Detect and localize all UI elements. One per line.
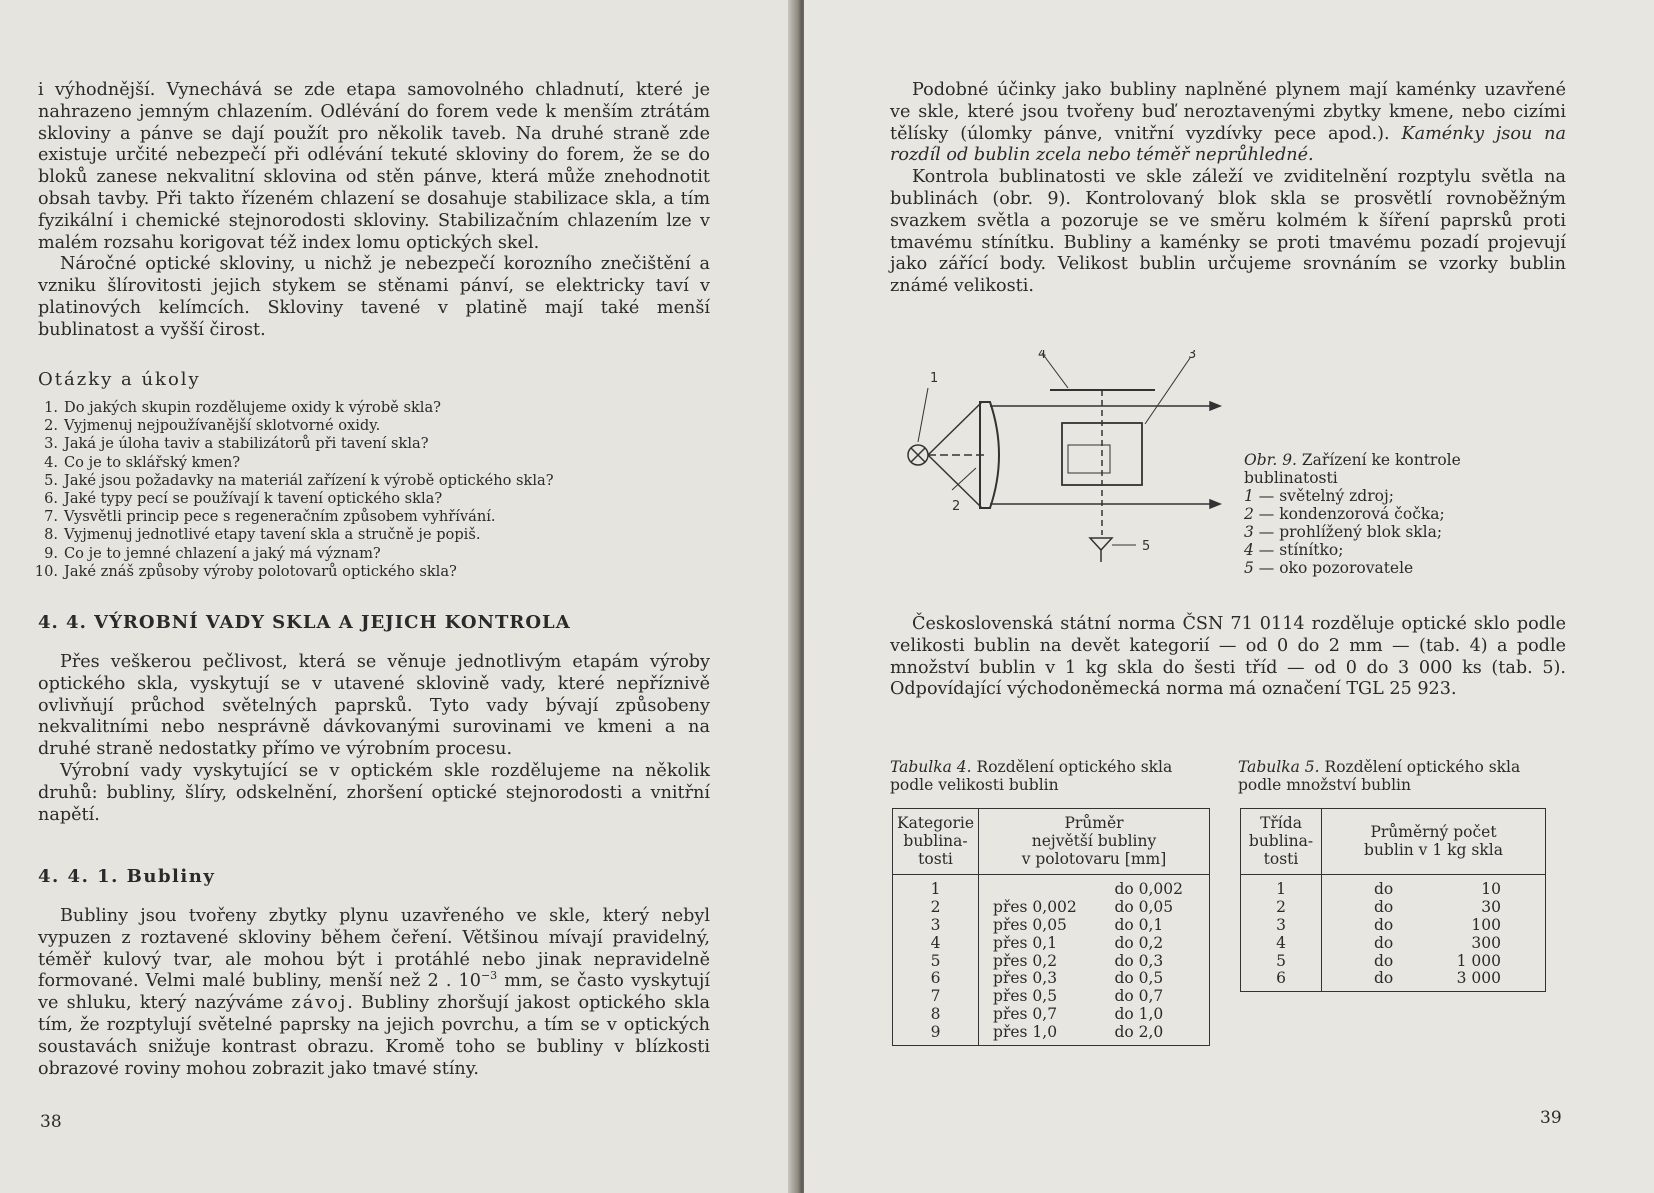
question-text: Do jakých skupin rozdělujeme oxidy k výrobě skla? [64, 399, 441, 416]
do-cell: do [1322, 899, 1423, 917]
caption-number: Obr. 9. [1244, 451, 1297, 469]
header-line: Kategorie [897, 814, 975, 832]
paragraph [38, 906, 710, 1080]
question-item [32, 508, 692, 526]
table5 [1240, 808, 1546, 992]
count-cell: 10 [1422, 875, 1545, 899]
italic-text: Kaménky jsou na rozdíl od bublin zcela nebo téměř neprůhledné. [890, 123, 1566, 166]
header-line: bublina- [903, 831, 968, 850]
from-cell: přes 1,0 [979, 1024, 1109, 1045]
from-cell: přes 0,7 [979, 1006, 1109, 1024]
figure-label: 1 [930, 371, 939, 386]
count-cell: 30 [1422, 899, 1545, 917]
paragraph: Československá státní norma ČSN 71 0114 rozděluje optické sklo podle velikosti bublin na devět kategorií — od 0 do 2 mm — (tab. 4) a podle množství bublin v 1 kg skla do šesti tříd — od 0 do 3 000 ks (tab. 5). Odpovídající východoněmecká norma má označení TGL 25 923. [890, 614, 1566, 700]
question-number: 5. [44, 471, 58, 489]
subsection-heading: 4. 4. 1. Bubliny [38, 866, 216, 887]
table4-header-diameter [979, 809, 1210, 875]
question-text: Jaké znáš způsoby výroby polotovarů optického skla? [64, 562, 457, 580]
table-row [893, 970, 1210, 988]
question-text: Jaké typy pecí se používají k tavení optického skla? [64, 490, 443, 508]
paragraph: Výrobní vady vyskytující se v optickém skle rozdělujeme na několik druhů: bubliny, šlíry, odskelnění, zhoršení optické stejnorodosti a vnitřní napětí. [38, 760, 710, 825]
left-text-column [38, 80, 710, 342]
table5-caption [1238, 758, 1558, 794]
to-cell: do 2,0 [1108, 1024, 1209, 1045]
question-text: Vyjmenuj jednotlivé etapy tavení skla a stručně je popiš. [64, 526, 481, 544]
class-cell: 4 [1241, 935, 1322, 953]
table5-header-count [1322, 809, 1546, 875]
table-row [1241, 917, 1546, 935]
from-cell: přes 0,05 [979, 917, 1109, 935]
category-cell: 5 [893, 953, 979, 971]
table-row [893, 917, 1210, 935]
caption-text: Rozdělení optického skla podle množství bublin [1238, 758, 1521, 794]
from-cell: přes 0,2 [979, 953, 1109, 971]
to-cell: do 0,05 [1108, 899, 1209, 917]
header-line: Průměrný počet [1370, 822, 1497, 841]
question-number: 4. [44, 453, 58, 471]
from-cell: přes 0,5 [979, 988, 1109, 1006]
category-cell: 8 [893, 1006, 979, 1024]
to-cell: do 0,5 [1108, 970, 1209, 988]
count-cell: 1 000 [1422, 953, 1545, 971]
from-cell: přes 0,3 [979, 970, 1109, 988]
paragraph: i výhodnější. Vynechává se zde etapa samovolného chladnutí, které je nahrazeno jemným chlazením. Odlévání do forem vede k menším ztrátám skloviny a pánve se dají použít pro několik taveb. Na druhé straně zde existuje určité nebezpečí při odlévání tekuté skloviny do forem, že se do bloků zanese nekvalitní sklovina od stěn pánve, která může znehodnotit obsah tavby. Při takto řízeném chlazení se dosahuje stabilizace skla, a tím fyzikální i chemické stejnorodosti skloviny. Stabilizačním chlazením lze v malém rozsahu korigovat též index lomu optických skel. [38, 80, 710, 253]
category-cell: 6 [893, 970, 979, 988]
question-number: 10. [34, 562, 58, 580]
table-row [893, 899, 1210, 917]
question-number: 1. [44, 399, 58, 416]
question-text: Jaká je úloha taviv a stabilizátorů při tavení skla? [64, 435, 429, 453]
do-cell: do [1322, 953, 1423, 971]
question-text: Co je to sklářský kmen? [64, 453, 241, 471]
legend-text: — stínítko; [1253, 541, 1344, 559]
question-text: Vyjmenuj nejpoužívanější sklotvorné oxidy. [64, 417, 381, 435]
questions-heading: Otázky a úkoly [38, 369, 201, 390]
to-cell: do 0,7 [1108, 988, 1209, 1006]
to-cell: do 1,0 [1108, 1006, 1209, 1024]
table-row [893, 1024, 1210, 1045]
section-heading: 4. 4. VÝROBNÍ VADY SKLA A JEJICH KONTROLA [38, 612, 571, 633]
category-cell: 7 [893, 988, 979, 1006]
table4-header-category [893, 809, 979, 875]
to-cell: do 0,1 [1108, 917, 1209, 935]
question-item [32, 490, 692, 508]
bubbles-text [38, 906, 710, 1080]
spaced-term: závoj [291, 993, 348, 1014]
table-row [1241, 970, 1546, 991]
question-text: Vysvětli princip pece s regeneračním způsobem vyhřívání. [64, 508, 496, 526]
paragraph: Náročné optické skloviny, u nichž je nebezpečí korozního znečištění a vzniku šlírovitosti jejich stykem se stěnami pánví, se elektricky taví v platinových kelímcích. Skloviny tavené v platině mají také menší bublinatost a vyšší čirost. [38, 254, 710, 340]
from-cell [979, 875, 1109, 899]
bubble-inspection-diagram [890, 350, 1270, 580]
do-cell: do [1322, 875, 1423, 899]
legend-item [1244, 523, 1544, 541]
legend-item [1244, 559, 1544, 577]
count-cell: 100 [1422, 917, 1545, 935]
text-run: Podobné účinky jako bubliny naplněné plynem mají kaménky uzavřené ve skle, které jsou tvořeny buď neroztavenými zbytky kmene, nebo cizími tělísky (úlomky pánve, vnitřní vyzdívky pece apod.). [890, 80, 1566, 144]
question-number: 6. [44, 490, 58, 508]
question-text: Co je to jemné chlazení a jaký má význam? [64, 544, 381, 562]
left-page [0, 0, 800, 1193]
category-cell: 2 [893, 899, 979, 917]
from-cell: přes 0,002 [979, 899, 1109, 917]
right-page [804, 0, 1654, 1193]
section-text [38, 652, 710, 826]
question-item [32, 526, 692, 544]
do-cell: do [1322, 970, 1423, 991]
class-cell: 2 [1241, 899, 1322, 917]
table-row [893, 953, 1210, 971]
legend-item [1244, 541, 1544, 559]
question-item [32, 545, 692, 563]
question-number: 8. [44, 526, 58, 544]
category-cell: 9 [893, 1024, 979, 1045]
caption-text: Rozdělení optického skla podle velikosti bublin [890, 758, 1173, 794]
category-cell: 4 [893, 935, 979, 953]
question-number: 7. [44, 508, 58, 526]
table-row [893, 1006, 1210, 1024]
count-cell: 3 000 [1422, 970, 1545, 991]
header-line: Průměr [1064, 814, 1124, 832]
class-cell: 5 [1241, 953, 1322, 971]
to-cell: do 0,002 [1108, 875, 1209, 899]
class-cell: 1 [1241, 875, 1322, 899]
figure-label: 4 [1038, 350, 1047, 362]
header-line: tosti [918, 849, 953, 868]
figure-label: 5 [1142, 539, 1151, 554]
question-item [32, 417, 692, 435]
header-line: Třída [1260, 814, 1302, 832]
table4 [892, 808, 1210, 1046]
caption-title [1244, 451, 1544, 487]
question-item [32, 399, 692, 417]
figure-label: 3 [1188, 350, 1197, 362]
questions-list [32, 399, 692, 581]
paragraph: Kontrola bublinatosti ve skle záleží ve zviditelnění rozptylu světla na bublinách (obr. 9). Kontrolovaný blok skla se prosvětlí rovnoběžným svazkem světla a pozoruje se ve směru kolmém k šíření paprsků proti tmavému stínítku. Bubliny a kaménky se proti tmavému pozadí projevují jako zářící body. Velikost bublin určujeme srovnáním se vzorky bublin známé velikosti. [890, 167, 1566, 297]
legend-number: 4 [1244, 541, 1254, 559]
header-line: bublina- [1248, 831, 1314, 850]
text-run: mm, se často vyskytují ve shluku, který nazýváme [38, 971, 710, 1014]
question-number: 2. [44, 417, 58, 435]
legend-text: — světelný zdroj; [1253, 487, 1394, 505]
question-item [32, 563, 692, 581]
legend-text: — oko pozorovatele [1253, 559, 1414, 577]
table-row [1241, 953, 1546, 971]
figure-legend [1244, 487, 1544, 577]
text-run: Bubliny jsou tvořeny zbytky plynu uzavřeného ve skle, který nebyl vypuzen z roztavené skloviny během čeření. Většinou mívají pravidelný, téměř kulový tvar, ale mohou být i protáhlé nebo jinak nepravidelně formované. Velmi malé bubliny, menší než 2 . 10 [38, 906, 710, 992]
exponent: −3 [480, 969, 498, 983]
table-row [893, 935, 1210, 953]
question-number: 3. [44, 435, 58, 453]
do-cell: do [1322, 917, 1423, 935]
figure-caption [1244, 451, 1544, 577]
caption-text: Zařízení ke kontrole bublinatosti [1244, 451, 1461, 487]
legend-number: 3 [1244, 523, 1254, 541]
figure-label: 2 [952, 499, 961, 514]
legend-number: 2 [1244, 505, 1254, 523]
header-line: největší bubliny [1031, 831, 1157, 850]
question-item [32, 435, 692, 453]
legend-item [1244, 505, 1544, 523]
eye-symbol [1090, 538, 1112, 550]
to-cell: do 0,2 [1108, 935, 1209, 953]
header-line: v polotovaru [mm] [1021, 849, 1167, 868]
table4-caption [890, 758, 1210, 794]
do-cell: do [1322, 935, 1423, 953]
class-cell: 6 [1241, 970, 1322, 991]
question-item [32, 454, 692, 472]
table-row [893, 875, 1210, 899]
class-cell: 3 [1241, 917, 1322, 935]
table-row [1241, 899, 1546, 917]
right-text-column [890, 80, 1566, 298]
caption-number: Tabulka 5. [1238, 758, 1320, 776]
count-cell: 300 [1422, 935, 1545, 953]
question-text: Jaké jsou požadavky na materiál zařízení k výrobě optického skla? [64, 471, 554, 489]
text-run: . Bubliny zhoršují jakost optického skla tím, že rozptylují světelné paprsky na jejich povrchu, a tím se v optických soustavách snižuje kontrast obrazu. Kromě toho se bubliny v blízkosti obrazové roviny mohou zobrazit jako tmavé stíny. [38, 993, 711, 1079]
category-cell: 3 [893, 917, 979, 935]
legend-item [1244, 487, 1544, 505]
question-number: 9. [44, 544, 58, 562]
header-line: tosti [1263, 849, 1299, 868]
category-cell: 1 [893, 875, 979, 899]
page-number: 39 [1540, 1108, 1562, 1128]
legend-text: — kondenzorová čočka; [1253, 505, 1445, 523]
table-row [893, 988, 1210, 1006]
table-row [1241, 935, 1546, 953]
legend-number: 5 [1244, 559, 1254, 577]
norm-text [890, 614, 1566, 701]
paragraph [890, 80, 1566, 167]
from-cell: přes 0,1 [979, 935, 1109, 953]
legend-number: 1 [1244, 487, 1254, 505]
question-item [32, 472, 692, 490]
header-line: bublin v 1 kg skla [1364, 840, 1503, 859]
table5-header-class [1241, 809, 1322, 875]
to-cell: do 0,3 [1108, 953, 1209, 971]
legend-text: — prohlížený blok skla; [1253, 523, 1443, 541]
page-number: 38 [40, 1112, 62, 1132]
table-row [1241, 875, 1546, 899]
caption-number: Tabulka 4. [890, 758, 972, 776]
paragraph: Přes veškerou pečlivost, která se věnuje jednotlivým etapám výroby optického skla, vyskytují se v utavené sklovině vady, které nepříznivě ovlivňují průchod světelných paprsků. Tyto vady bývají způsobeny nekvalitními nebo nesprávně dávkovanými surovinami ve kmeni a na druhé straně nedostatky přímo ve výrobním procesu. [38, 652, 710, 760]
